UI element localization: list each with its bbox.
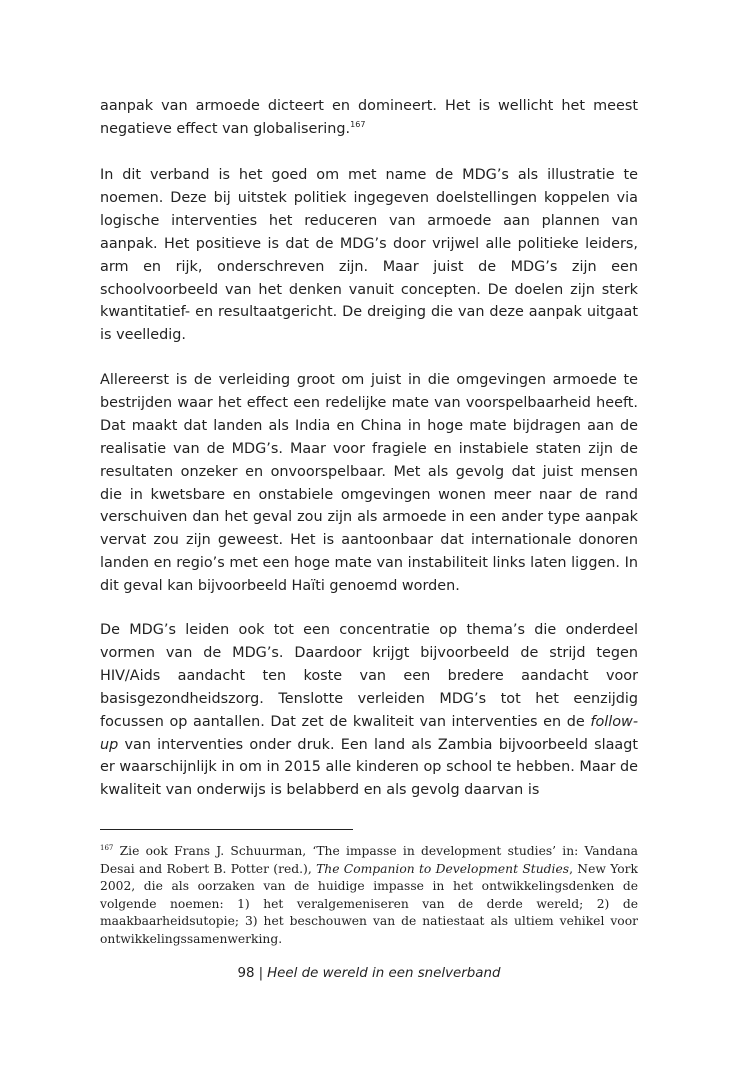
footnote-divider xyxy=(100,829,353,830)
footer-separator: | xyxy=(258,966,264,981)
running-title: Heel de wereld in een snelverband xyxy=(267,966,501,981)
footnote-number: 167 xyxy=(100,844,114,852)
paragraph-3-text: Allereerst is de verleiding groot om juist in die omgevingen armoede te bestrijden waar het effect een redelijke mate van voorspelbaarheid heeft. Dat maakt dat landen als India en China in hoge mate bijdragen aan de realisatie van de MDG’s. Maar voor fragiele en instabiele staten zijn de resultaten onzeker en onvoorspelbaar. Met als gevolg dat juist mensen die in kwetsbare en onstabiele omgevingen wonen meer naar de rand verschuiven dan het geval zou zijn als armoede in een ander type aanpak vervat zou zijn geweest. Het is aantoonbaar dat internationale donoren landen en regio’s met een hoge mate van instabiliteit links laten liggen. In dit geval kan bijvoorbeeld Haïti genoemd worden. xyxy=(100,372,638,595)
paragraph-1-text: aanpak van armoede dicteert en domineert. Het is wellicht het meest negatieve effect van globalisering. xyxy=(100,98,638,137)
paragraph-4-text-end: van interventies onder druk. Een land als Zambia bijvoorbeeld slaagt er waarschijnlijk in om in 2015 alle kinderen op school te hebben. Maar de kwaliteit van onderwijs is belabberd en als gevolg daarvan is xyxy=(100,736,638,799)
paragraph-4-italic-term: follow-up xyxy=(100,713,639,753)
paragraph-1 xyxy=(100,95,638,141)
footnote-167 xyxy=(100,843,638,949)
page-footer xyxy=(0,966,738,981)
footnote-text-end: , New York 2002, die als oorzaken van de huidige impasse in het ontwikkelingsdenken de volgende noemen: 1) het veralgemeniseren van de derde wereld; 2) de maakbaarheidsutopie; 3) het beschouwen van de natiestaat als ultiem vehikel voor ontwikkelingssamenwerking. xyxy=(100,861,638,946)
paragraph-4 xyxy=(100,619,638,802)
paragraph-3 xyxy=(100,369,638,598)
footnote-text-start: Zie ook Frans J. Schuurman, ‘The impasse in development studies’ in: Vandana Desai and Robert B. Potter (red.), xyxy=(100,844,638,876)
paragraph-4-text-start: De MDG’s leiden ook tot een concentratie op thema’s die onderdeel vormen van de MDG’s. Daardoor krijgt bijvoorbeeld de strijd tegen HIV/Aids aandacht ten koste van een bredere aandacht voor basisgezondheidszorg. Tenslotte verleiden MDG’s tot het eenzijdig focussen op aantallen. Dat zet de kwaliteit van interventies en de xyxy=(100,622,638,730)
footnote-book-title: The Companion to Development Studies xyxy=(316,861,570,876)
paragraph-2-text: In dit verband is het goed om met name de MDG’s als illustratie te noemen. Deze bij uitstek politiek ingegeven doelstellingen koppelen via logische interventies het reduceren van armoede aan plannen van aanpak. Het positieve is dat de MDG’s door vrijwel alle politieke leiders, arm en rijk, onderschreven zijn. Maar juist de MDG’s zijn een schoolvoorbeeld van het denken vanuit concepten. De doelen zijn sterk kwantitatief- en resultaatgericht. De dreiging die van deze aanpak uitgaat is veelledig. xyxy=(100,167,638,344)
page-number: 98 xyxy=(237,966,255,981)
footnote-reference[interactable]: 167 xyxy=(350,119,366,129)
paragraph-2 xyxy=(100,164,638,347)
